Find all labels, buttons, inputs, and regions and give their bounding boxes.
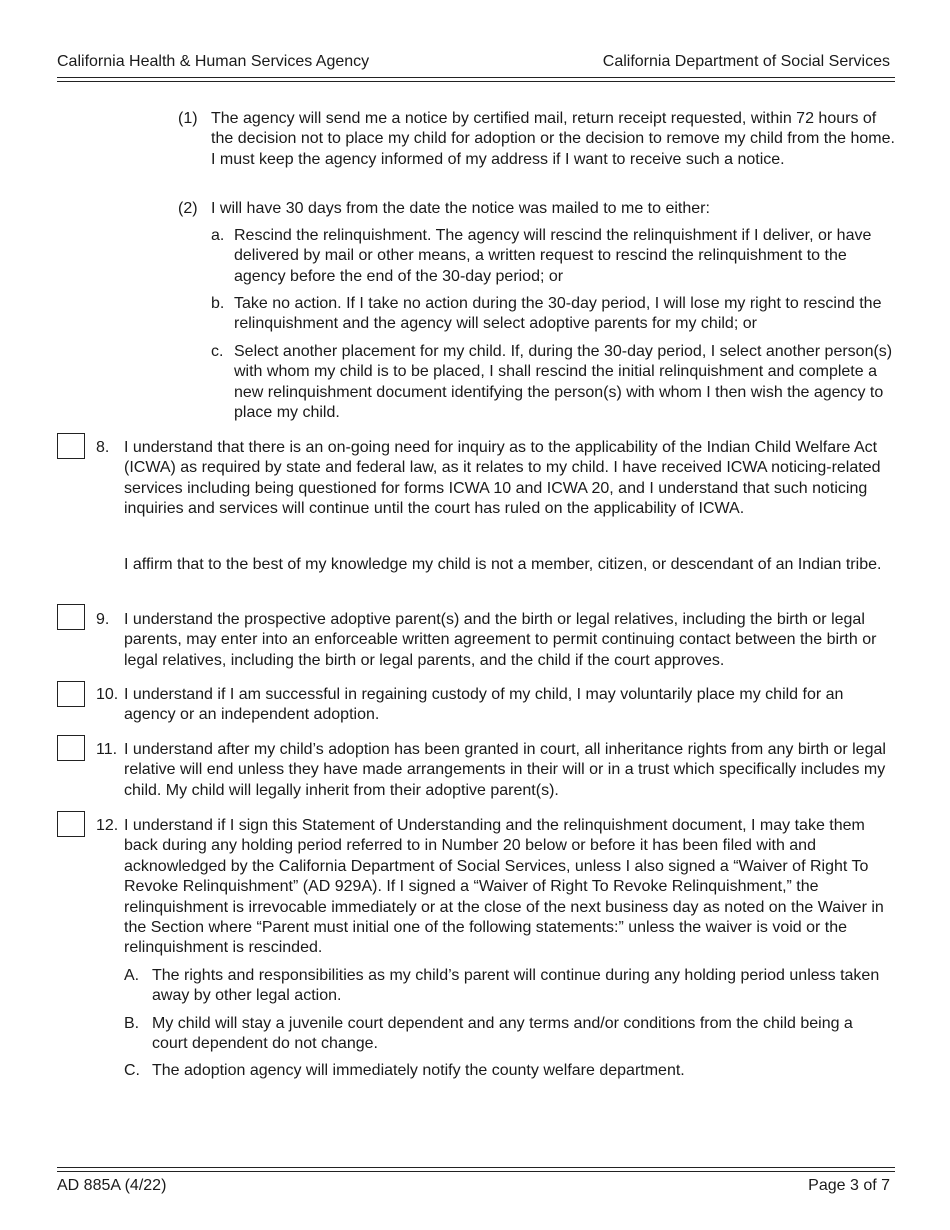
statement-10-checkbox[interactable]	[57, 681, 85, 707]
subitem-text: The rights and responsibilities as my child’s parent will continue during any holding period unless taken away by other legal action.	[152, 967, 880, 1005]
statement-number: 8.	[96, 439, 110, 456]
option-label: b.	[211, 295, 225, 312]
header-agency: California Health & Human Services Agency	[57, 53, 370, 70]
notice-item-text: The agency will send me a notice by certified mail, return receipt requested, within 72 hours of the decision not to place my child for adoption or the decision to remove my child from the home. I must keep the agency informed of my address if I want to receive such a notice.	[211, 110, 895, 168]
statement-text: I understand the prospective adoptive parent(s) and the birth or legal relatives, including the birth or legal parents, may enter into an enforceable written agreement to permit continuing contact between the birth or legal relatives, including the birth or legal parents, and the child if the court approves.	[124, 611, 877, 669]
statement-number: 12.	[96, 817, 119, 834]
notice-item-text: I will have 30 days from the date the notice was mailed to me to either:	[211, 200, 710, 217]
subitem-label: C.	[124, 1062, 140, 1079]
statement-number: 11.	[96, 741, 118, 758]
statement-8-checkbox[interactable]	[57, 433, 85, 459]
header-rule	[57, 77, 895, 78]
statement-9-checkbox[interactable]	[57, 604, 85, 630]
subitem-label: A.	[124, 967, 140, 984]
subitem-text: My child will stay a juvenile court dependent and any terms and/or conditions from the child being a court dependent do not change.	[152, 1015, 853, 1053]
subitem-text: The adoption agency will immediately notify the county welfare department.	[152, 1062, 685, 1079]
statement-text: I understand if I am successful in regaining custody of my child, I may voluntarily place my child for an agency or an independent adoption.	[124, 686, 844, 724]
statement-affirmation: I affirm that to the best of my knowledge my child is not a member, citizen, or descendant of an Indian tribe.	[124, 556, 882, 573]
notice-item-label: (2)	[178, 200, 198, 217]
subitem-label: B.	[124, 1015, 140, 1032]
form-id: AD 885A (4/22)	[57, 1177, 167, 1194]
option-text: Take no action. If I take no action during the 30-day period, I will lose my right to rescind the relinquishment and the agency will select adoptive parents for my child; or	[234, 295, 882, 333]
header-department: California Department of Social Services	[602, 53, 890, 70]
statement-text: I understand that there is an on-going need for inquiry as to the applicability of the Indian Child Welfare Act (ICWA) as required by state and federal law, as it relates to my child. I have received ICWA noticing-related services including being questioned for forms ICWA 10 and ICWA 20, and I understand that such noticing inquiries and services will continue until the court has ruled on the applicability of ICWA.	[124, 439, 881, 518]
footer-rule-secondary	[57, 1171, 895, 1172]
statement-text: I understand if I sign this Statement of Understanding and the relinquishment document, I may take them back during any holding period referred to in Number 20 below or before it has been filed with and acknowledged by the California Department of Social Services, unless I also signed a “Waiver of Right To Revoke Relinquishment” (AD 929A). If I signed a “Waiver of Right To Revoke Relinquishment,” the relinquishment is irrevocable immediately or at the close of the next business day as noted on the Waiver in the Section where “Parent must initial one of the following statements:” unless the waiver is void or the relinquishment is rescinded.	[124, 817, 884, 957]
notice-item-label: (1)	[178, 110, 198, 127]
option-label: a.	[211, 227, 225, 244]
option-label: c.	[211, 343, 224, 360]
statement-number: 9.	[96, 611, 110, 628]
footer-rule	[57, 1167, 895, 1168]
statement-11-checkbox[interactable]	[57, 735, 85, 761]
statement-text: I understand after my child’s adoption has been granted in court, all inheritance rights from any birth or legal relative will end unless they have made arrangements in their will or in a trust which specifically includes my child. My child will legally inherit from their adoptive parent(s).	[124, 741, 886, 799]
option-text: Select another placement for my child. If, during the 30-day period, I select another person(s) with whom my child is to be placed, I shall rescind the initial relinquishment and complete a new relinquishment document identifying the person(s) with whom I then wish the agency to place my child.	[234, 343, 893, 422]
statement-number: 10.	[96, 686, 119, 703]
statement-12-checkbox[interactable]	[57, 811, 85, 837]
option-text: Rescind the relinquishment. The agency will rescind the relinquishment if I deliver, or have delivered by mail or other means, a written request to rescind the relinquishment to the agency before the end of the 30-day period; or	[234, 227, 872, 285]
header-rule-secondary	[57, 81, 895, 82]
page-number: Page 3 of 7	[808, 1177, 890, 1194]
